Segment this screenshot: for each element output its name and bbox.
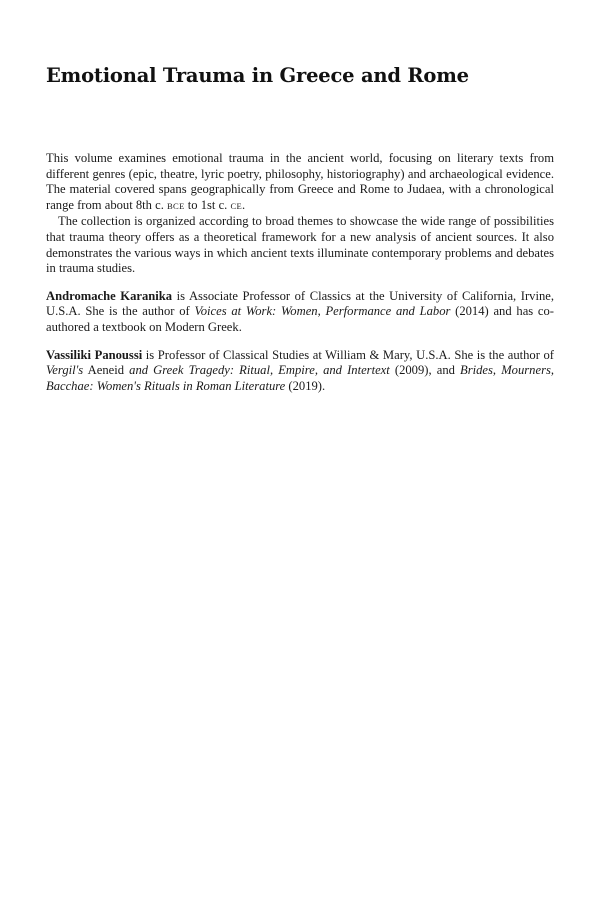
book-reference: Vergil's: [46, 363, 84, 378]
author-name: Andromache Karanika: [46, 288, 173, 303]
author-bio-karanika: Andromache Karanika is Associate Professor of Classics at the University of California, Irvine, U.S.A. She is the author of Voices at Work: Women, Performance and Labor (2014) and has co-authored a textbook on Modern Greek.: [46, 288, 555, 334]
book-description: [46, 151, 554, 394]
description-paragraph-1: This volume examines emotional trauma in the ancient world, focusing on literary texts from different genres (epic, theatre, lyric poetry, philosophy, historiography) and archaeological evidence. The material covered spans geographically from Greece and Rome to Judaea, with a chronological range from about 8th c. BCE to 1st c. CE.: [46, 151, 554, 212]
book-title: Emotional Trauma in Greece and Rome: [46, 64, 469, 87]
author-bio-panoussi: Vassiliki Panoussi is Professor of Classical Studies at William & Mary, U.S.A. She is the author of Vergil's Aeneid and Greek Tragedy: Ritual, Empire, and Intertext (2009), and Brides, Mourners, Bacchae: Women's Rituals in Roman Literature (2019).: [46, 347, 555, 393]
book-reference: Voices at Work: Women, Performance and Labor: [194, 304, 451, 319]
author-name: Vassiliki Panoussi: [46, 347, 143, 362]
era-ce: CE: [230, 200, 243, 211]
book-reference: Brides, Mourners, Bacchae: Women's Rituals in Roman Literature: [46, 363, 555, 393]
description-paragraph-2: The collection is organized according to broad themes to showcase the wide range of possibilities that trauma theory offers as a theoretical framework for a new analysis of ancient sources. It also demonstrates the various ways in which ancient texts illuminate contemporary problems and debates in trauma studies.: [46, 214, 554, 276]
era-bce: BCE: [167, 200, 185, 211]
